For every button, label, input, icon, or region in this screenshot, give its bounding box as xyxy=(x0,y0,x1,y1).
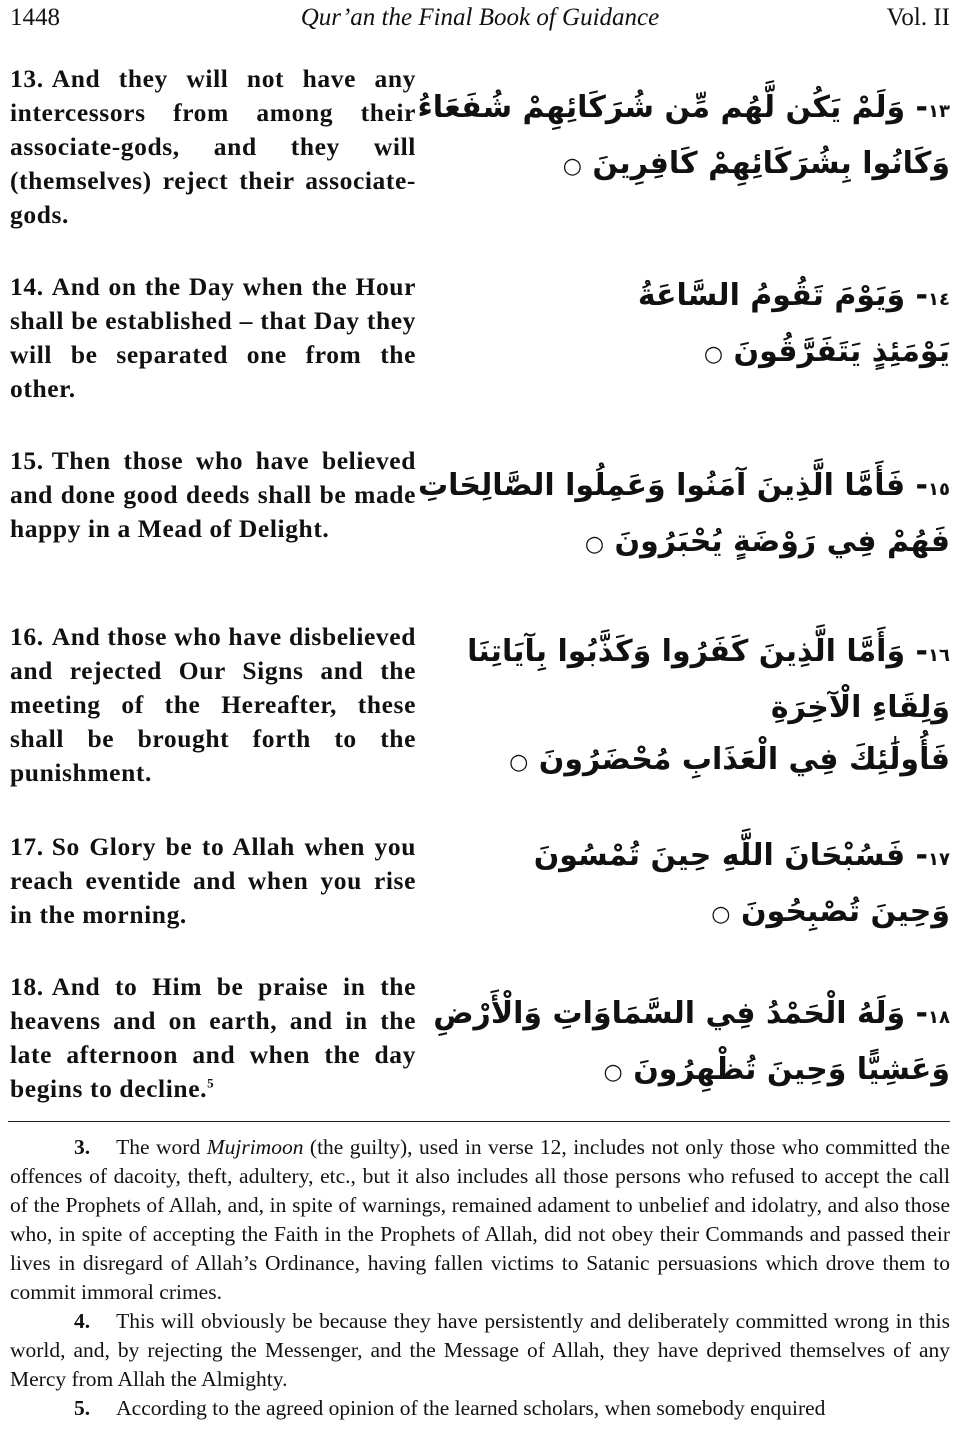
page-number: 1448 xyxy=(10,4,60,31)
arabic-verse-number: ١٤ xyxy=(928,289,950,310)
verse-arabic: ١٣- وَلَمْ يَكُن لَّهُم مِّن شُرَكَائِهِمْ شُفَعَاءُ وَكَانُوا بِشُرَكَائِهِمْ كَافِرِينَ ○ xyxy=(417,90,950,181)
verse-arabic: ١٥- فَأَمَّا الَّذِينَ آمَنُوا وَعَمِلُوا الصَّالِحَاتِ فَهُمْ فِي رَوْضَةٍ يُحْبَرُونَ ○ xyxy=(417,468,950,559)
footnote-text: (the guilty), used in verse 12, includes not only those who committed the offences of dacoity, theft, adultery, etc., but it also includes all those persons who refused to accept the call of the Prophets of Allah, and, in spite of warnings, remained adament to unbelief and idolatry, and also those who, in spite of accepting the Faith in the Prophets of Allah, did not obey their Commands and passed their lives in disregard of Allah’s Ordinance, having fallen victims to Satanic persuasions which drove them to commit immoral crimes. xyxy=(10,1135,950,1304)
verse-end-marker: ○ xyxy=(603,1060,623,1085)
verse-english xyxy=(10,444,416,546)
verse-arabic: ١٧- فَسُبْحَانَ اللَّهِ حِينَ تُمْسُونَ وَحِينَ تُصْبِحُونَ ○ xyxy=(533,838,950,929)
verse-text: And they will not have any intercessors from among their associate-gods, and they will (themselves) reject their associate-gods. xyxy=(10,64,416,229)
arabic-line: فَأُولَٰئِكَ فِي الْعَذَابِ مُحْضَرُونَ xyxy=(538,742,950,777)
verse-number: 18. xyxy=(10,972,44,1001)
footnotes-section xyxy=(10,1133,950,1423)
arabic-verse-number: ١٥ xyxy=(928,479,950,500)
verse-english xyxy=(10,62,416,232)
arabic-line: وَلَهُ الْحَمْدُ فِي السَّمَاوَاتِ وَالْأَرْضِ xyxy=(433,996,906,1031)
verse-text: So Glory be to Allah when you reach eventide and when you rise in the morning. xyxy=(10,832,416,929)
arabic-verse-number: ١٨ xyxy=(928,1007,950,1028)
footnote-ref[interactable]: 5 xyxy=(207,1075,215,1091)
arabic-line: وَيَوْمَ تَقُومُ السَّاعَةُ xyxy=(637,278,906,313)
verse-end-marker: ○ xyxy=(711,902,731,927)
arabic-line: وَكَانُوا بِشُرَكَائِهِمْ كَافِرِينَ xyxy=(592,146,950,181)
footnote-text: This will obviously be because they have persistently and deliberately committed wrong in this world, and, by rejecting the Messenger, and the Message of Allah, they have deprived themselves of any Mercy from Allah the Almighty. xyxy=(10,1309,950,1391)
arabic-line: وَحِينَ تُصْبِحُونَ xyxy=(740,894,950,929)
footnote-number: 4. xyxy=(74,1309,91,1333)
arabic-line: وَلِقَاءِ الْآخِرَةِ xyxy=(770,690,950,725)
book-title: Qur’an the Final Book of Guidance xyxy=(300,4,660,31)
arabic-line: فَسُبْحَانَ اللَّهِ حِينَ تُمْسُونَ xyxy=(533,838,906,873)
verse-english xyxy=(10,830,416,932)
arabic-line: يَوْمَئِذٍ يَتَفَرَّقُونَ xyxy=(733,334,950,369)
arabic-line: فَهُمْ فِي رَوْضَةٍ يُحْبَرُونَ xyxy=(614,524,950,559)
verse-end-marker: ○ xyxy=(703,342,724,367)
verse-english xyxy=(10,620,416,790)
footnote-4 xyxy=(10,1307,950,1394)
verse-end-marker: ○ xyxy=(584,532,605,557)
verse-number: 14. xyxy=(10,272,44,301)
footnote-divider xyxy=(8,1121,950,1122)
footnote-3 xyxy=(10,1133,950,1307)
verse-number: 13. xyxy=(10,64,44,93)
verse-text: And to Him be praise in the heavens and on earth, and in the late afternoon and when the day begins to decline. xyxy=(10,972,416,1103)
verse-arabic: ١٨- وَلَهُ الْحَمْدُ فِي السَّمَاوَاتِ وَالْأَرْضِ وَعَشِيًّا وَحِينَ تُظْهِرُونَ ○ xyxy=(433,996,950,1087)
verse-number: 16. xyxy=(10,622,44,651)
verse-english xyxy=(10,270,416,406)
footnote-number: 5. xyxy=(74,1396,91,1420)
footnote-5 xyxy=(10,1394,950,1423)
footnote-number: 3. xyxy=(74,1135,91,1159)
verse-arabic: ١٦- وَأَمَّا الَّذِينَ كَفَرُوا وَكَذَّبُوا بِآيَاتِنَا وَلِقَاءِ الْآخِرَةِ فَأُولَٰئِكَ فِي الْعَذَابِ مُحْضَرُونَ ○ xyxy=(467,634,950,777)
verse-text: And on the Day when the Hour shall be established – that Day they will be separated one from the other. xyxy=(10,272,416,403)
page-header xyxy=(0,0,960,38)
verse-end-marker: ○ xyxy=(509,750,529,775)
verse-text: Then those who have believed and done good deeds shall be made happy in a Mead of Delight. xyxy=(10,446,416,543)
verse-arabic: ١٤- وَيَوْمَ تَقُومُ السَّاعَةُ يَوْمَئِذٍ يَتَفَرَّقُونَ ○ xyxy=(637,278,950,369)
verse-end-marker: ○ xyxy=(562,154,582,179)
arabic-line: وَلَمْ يَكُن لَّهُم مِّن شُرَكَائِهِمْ شُفَعَاءُ xyxy=(417,90,906,125)
verse-english xyxy=(10,970,416,1106)
arabic-verse-number: ١٧ xyxy=(928,849,950,870)
arabic-line: وَأَمَّا الَّذِينَ كَفَرُوا وَكَذَّبُوا بِآيَاتِنَا xyxy=(467,634,906,669)
arabic-line: وَعَشِيًّا وَحِينَ تُظْهِرُونَ xyxy=(633,1052,950,1087)
verse-number: 17. xyxy=(10,832,44,861)
volume-label: Vol. II xyxy=(886,4,950,31)
arabic-verse-number: ١٣ xyxy=(928,101,950,122)
footnote-text: According to the agreed opinion of the learned scholars, when somebody enquired xyxy=(116,1396,826,1420)
verse-text: And those who have disbelieved and rejected Our Signs and the meeting of the Hereafter, these shall be brought forth to the punishment. xyxy=(10,622,416,787)
arabic-verse-number: ١٦ xyxy=(928,645,950,666)
verse-number: 15. xyxy=(10,446,44,475)
arabic-line: فَأَمَّا الَّذِينَ آمَنُوا وَعَمِلُوا الصَّالِحَاتِ xyxy=(417,468,906,503)
footnote-lead: The word xyxy=(116,1135,201,1159)
footnote-italic-term: Mujrimoon xyxy=(206,1135,304,1159)
